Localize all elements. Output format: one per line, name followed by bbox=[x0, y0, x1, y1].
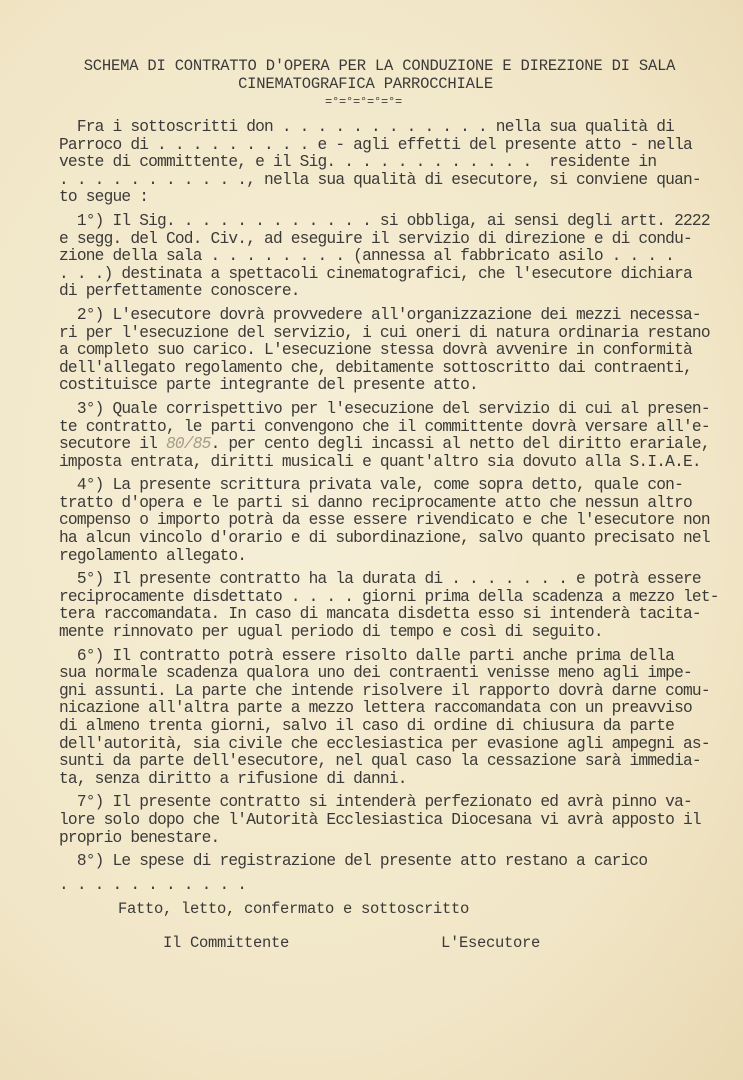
contract-clauses bbox=[59, 119, 729, 894]
text-line: a completo suo carico. L'esecuzione stessa dovrà avvenire in conformità bbox=[59, 341, 692, 360]
text-line: 8°) Le spese di registrazione del presente atto restano a carico bbox=[59, 852, 648, 871]
text-line: regolamento allegato. bbox=[59, 546, 247, 565]
contract-body bbox=[59, 119, 729, 952]
text-line: Parroco di . . . . . . . . . e - agli effetti del presente atto - nella bbox=[59, 135, 692, 154]
text-line: compenso o importo potrà da esse essere rivendicato e che l'esecutore non bbox=[59, 511, 710, 530]
signature-esecutore: L'Esecutore bbox=[441, 934, 541, 953]
text-line: veste di committente, e il Sig. . . . . . . . . . . . residente in bbox=[59, 153, 657, 172]
text-line: tera raccomandata. In caso di mancata disdetta esso si intenderà tacita- bbox=[59, 605, 701, 624]
text-line: Fra i sottoscritti don . . . . . . . . . . . . nella sua qualità di bbox=[59, 118, 675, 136]
title-line-1: SCHEMA DI CONTRATTO D'OPERA PER LA CONDUZIONE E DIREZIONE DI SALA bbox=[83, 57, 676, 75]
title-ornament: =°=°=°=°=°= bbox=[324, 95, 402, 109]
text-line: lore solo dopo che l'Autorità Ecclesiastica Diocesana vi avrà apposto il bbox=[59, 810, 701, 829]
text-line: costituisce parte integrante del presente atto. bbox=[59, 376, 478, 395]
text-line: ta, senza diritto a rifusione di danni. bbox=[59, 769, 407, 788]
text-line: te contratto, le parti convengono che il committente dovrà versare all'e- bbox=[59, 417, 710, 436]
text-line: . . . . . . . . . . . bbox=[59, 875, 247, 894]
text-line: di perfettamente conoscere. bbox=[59, 282, 300, 301]
text-line: secutore il 80/85. per cento degli incassi al netto del diritto erariale, bbox=[59, 435, 710, 454]
text-line: . . .) destinata a spettacoli cinematografici, che l'esecutore dichiara bbox=[59, 264, 692, 283]
text-line: sunti da parte dell'esecutore, nel qual caso la cessazione sarà immedia- bbox=[59, 752, 701, 771]
text-line: e segg. del Cod. Civ., ad eseguire il servizio di direzione e di condu- bbox=[59, 229, 692, 248]
text-line: 2°) L'esecutore dovrà provvedere all'organizzazione dei mezzi necessa- bbox=[59, 305, 701, 324]
text-line: zione della sala . . . . . . . . (annessa al fabbricato asilo . . . . bbox=[59, 247, 675, 266]
text-line: dell'allegato regolamento che, debitamente sottoscritto dai contraenti, bbox=[59, 358, 692, 377]
closing-statement: Fatto, letto, confermato e sottoscritto bbox=[118, 900, 470, 919]
text-line: gni assunti. La parte che intende risolvere il rapporto dovrà darne comu- bbox=[59, 681, 710, 700]
text-line: 3°) Quale corrispettivo per l'esecuzione del servizio di cui al presen- bbox=[59, 399, 710, 418]
clause-1 bbox=[59, 213, 729, 301]
clause-6 bbox=[59, 648, 729, 789]
text-line: ha alcun vincolo d'orario e di subordinazione, salvo quanto precisato nel bbox=[59, 529, 710, 548]
clause-4 bbox=[59, 477, 729, 565]
text-line: imposta entrata, diritti musicali e quant'altro sia dovuto alla S.I.A.E. bbox=[59, 452, 701, 471]
intro-paragraph bbox=[59, 119, 729, 207]
clause-2 bbox=[59, 307, 729, 395]
text-line: 5°) Il presente contratto ha la durata di . . . . . . . e potrà essere bbox=[59, 570, 701, 589]
clause-5 bbox=[59, 571, 729, 641]
clause-8 bbox=[59, 853, 729, 894]
text-line: tratto d'opera e le parti si danno reciprocamente atto che nessun altro bbox=[59, 493, 692, 512]
text-line: reciprocamente disdettato . . . . giorni prima della scadenza a mezzo let- bbox=[59, 587, 719, 606]
text-line: mente rinnovato per ugual periodo di tempo e così di seguito. bbox=[59, 623, 603, 642]
text-line: to segue : bbox=[59, 188, 149, 207]
title-line-2: CINEMATOGRAFICA PARROCCHIALE bbox=[238, 75, 493, 93]
text-line: proprio benestare. bbox=[59, 828, 220, 847]
text-line: di almeno trenta giorni, salvo il caso di ordine di chiusura da parte bbox=[59, 717, 675, 735]
text-line: . . . . . . . . . . ., nella sua qualità di esecutore, si conviene quan- bbox=[59, 170, 701, 189]
clause-7 bbox=[59, 794, 729, 847]
signature-row bbox=[59, 934, 729, 952]
text-line: 6°) Il contratto potrà essere risolto dalle parti anche prima della bbox=[59, 646, 675, 665]
text-line: 1°) Il Sig. . . . . . . . . . . . si obbliga, ai sensi degli artt. 2222 bbox=[59, 211, 710, 230]
clause-3 bbox=[59, 401, 729, 471]
handwritten-percentage: 80/85 bbox=[165, 435, 211, 454]
text-line: sua normale scadenza qualora uno dei contraenti venisse meno agli impe- bbox=[59, 664, 692, 683]
text-line: nicazione all'altra parte a mezzo lettera raccomandata con un preavviso bbox=[59, 699, 692, 718]
closing-block bbox=[59, 900, 729, 952]
signature-committente: Il Committente bbox=[163, 934, 290, 953]
text-line: 7°) Il presente contratto si intenderà perfezionato ed avrà pinno va- bbox=[59, 793, 692, 812]
text-line: ri per l'esecuzione del servizio, i cui oneri di natura ordinaria restano bbox=[59, 323, 710, 342]
text-line: 4°) La presente scrittura privata vale, come sopra detto, quale con- bbox=[59, 476, 683, 495]
text-line: dell'autorità, sia civile che ecclesiastica per evasione agli ampegni as- bbox=[59, 734, 710, 753]
